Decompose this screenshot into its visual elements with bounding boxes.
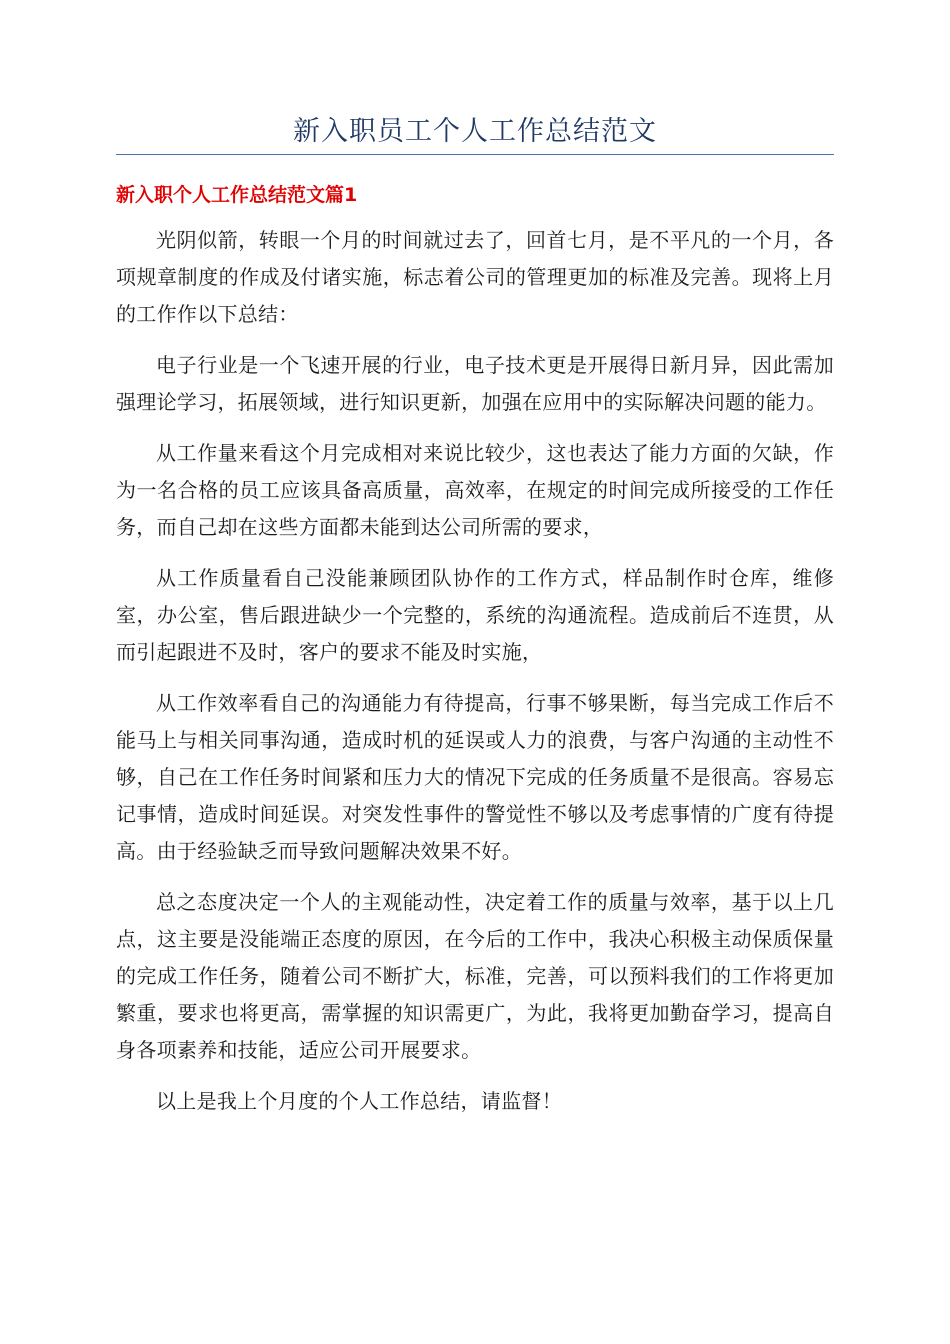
paragraph: 从工作质量看自己没能兼顾团队协作的工作方式，样品制作时仓库，维修室，办公室，售后跟进缺少一个完整的，系统的沟通流程。造成前后不连贯，从而引起跟进不及时，客户的要求不能及时实施， xyxy=(116,566,834,664)
paragraph: 从工作量来看这个月完成相对来说比较少，这也表达了能力方面的欠缺，作为一名合格的员工应该具备高质量，高效率，在规定的时间完成所接受的工作任务，而自己却在这些方面都未能到达公司所需的要求， xyxy=(116,441,834,539)
paragraph: 电子行业是一个飞速开展的行业，电子技术更是开展得日新月异，因此需加强理论学习，拓展领域，进行知识更新，加强在应用中的实际解决问题的能力。 xyxy=(116,353,834,414)
paragraph: 总之态度决定一个人的主观能动性，决定着工作的质量与效率，基于以上几点，这主要是没能端正态度的原因，在今后的工作中，我决心积极主动保质保量的完成工作任务，随着公司不断扩大，标准，完善，可以预料我们的工作将更加繁重，要求也将更高，需掌握的知识需更广，为此，我将更加勤奋学习，提高自身各项素养和技能，适应公司开展要求。 xyxy=(116,890,834,1062)
document-body xyxy=(116,222,834,1134)
paragraph: 以上是我上个月度的个人工作总结，请监督！ xyxy=(156,1089,562,1113)
paragraph: 从工作效率看自己的沟通能力有待提高，行事不够果断，每当完成工作后不能马上与相关同事沟通，造成时机的延误或人力的浪费，与客户沟通的主动性不够，自己在工作任务时间紧和压力大的情况下完成的任务质量不是很高。容易忘记事情，造成时间延误。对突发性事件的警觉性不够以及考虑事情的广度有待提高。由于经验缺乏而导致问题解决效果不好。 xyxy=(116,691,834,863)
title-underline xyxy=(116,154,834,155)
paragraph: 光阴似箭，转眼一个月的时间就过去了，回首七月，是不平凡的一个月，各项规章制度的作成及付诸实施，标志着公司的管理更加的标准及完善。现将上月的工作作以下总结： xyxy=(116,228,834,326)
section-heading: 新入职个人工作总结范文篇1 xyxy=(116,184,358,206)
document-title: 新入职员工个人工作总结范文 xyxy=(293,116,657,147)
